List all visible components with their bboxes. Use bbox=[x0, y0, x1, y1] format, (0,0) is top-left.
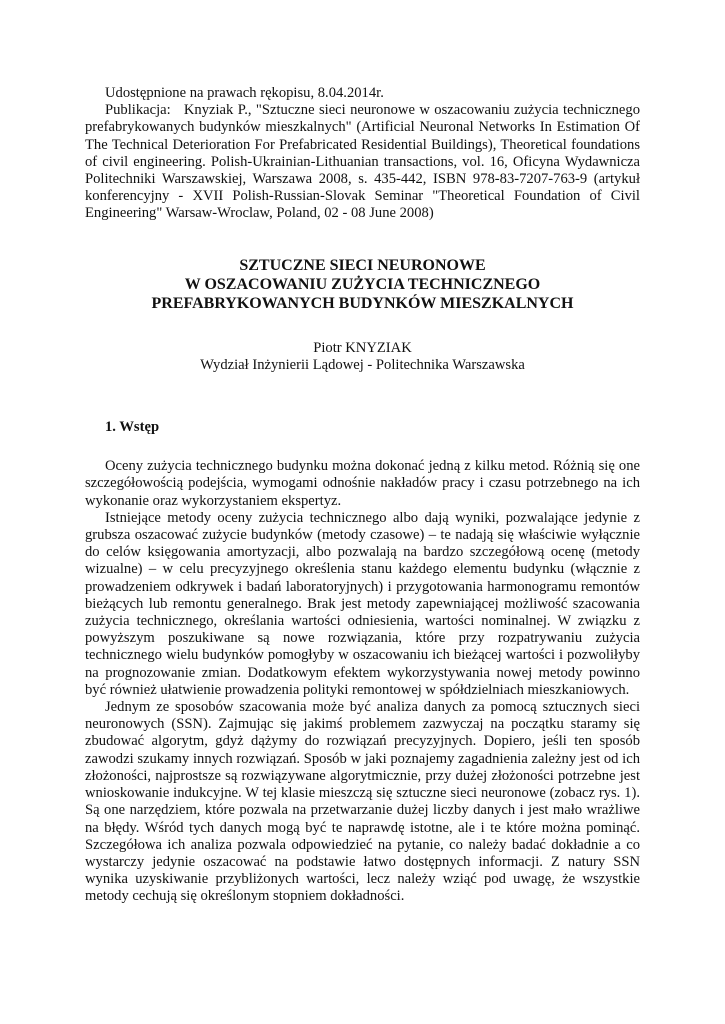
publication-label: Publikacja: bbox=[105, 102, 171, 119]
title-line-1: SZTUCZNE SIECI NEURONOWE bbox=[239, 256, 486, 274]
manuscript-note: Udostępnione na prawach rękopisu, 8.04.2014r. bbox=[105, 85, 384, 101]
paragraph: Jednym ze sposobów szacowania może być analiza danych za pomocą sztucznych sieci neuronowych (SSN). Zajmując się jakimś problemem zazwyczaj na początku staramy się zbudować algorytm, gdyż dążymy do rozwiązań precyzyjnych. Dopiero, jeśli ten sposób zawodzi szukamy innych rozwiązań. Sposób w jaki poznajemy zagadnienia zależny jest od ich złożoności, najprostsze są rozwiązywane algorytmicznie, przy dużej złożoności potrzebne jest wnioskowanie indukcyjne. W tej klasie mieszczą się sztuczne sieci neuronowe (zobacz rys. 1). Są one narzędziem, które pozwala na przetwarzanie dużej liczby danych i jest mało wrażliwe na błędy. Wśród tych danych mogą być te naprawdę istotne, ale i te które można pominąć. Szczegółowa ich analiza pozwala odpowiedzieć na pytanie, co należy badać dokładnie a co wystarczy jedynie oszacować na podstawie łatwo dostępnych informacji. Z natury SSN wynika uzyskiwanie przybliżonych wartości, lecz należy wziąć pod uwagę, że wszystkie metody cechują się określonym stopniem dokładności. bbox=[85, 699, 640, 905]
author-affiliation: Wydział Inżynierii Lądowej - Politechnika Warszawska bbox=[200, 356, 525, 373]
publication-text: Knyziak P., "Sztuczne sieci neuronowe w oszacowaniu zużycia technicznego prefabrykowanych budynków mieszkalnych" (Artificial Neuronal Networks In Estimation Of The Technical Deterioration For Prefabricated Residential Buildings), Theoretical foundations of civil engineering. Polish-Ukrainian-Lithuanian transactions, vol. 16, Oficyna Wydawnicza Politechniki Warszawskiej, Warszawa 2008, s. 435-442, ISBN 978-83-7207-763-9 (artykuł konferencyjny - XVII Polish-Russian-Slovak Seminar "Theoretical Foundation of Civil Engineering" Warsaw-Wroclaw, Poland, 02 - 08 June 2008) bbox=[85, 102, 640, 222]
author-name: Piotr KNYZIAK bbox=[313, 339, 412, 356]
section-heading: 1. Wstęp bbox=[105, 419, 160, 436]
document-page bbox=[85, 85, 640, 906]
title-line-2: W OSZACOWANIU ZUŻYCIA TECHNICZNEGO bbox=[184, 275, 541, 293]
publication-note bbox=[85, 102, 640, 222]
paragraph: Oceny zużycia technicznego budynku można dokonać jedną z kilku metod. Różnią się one szczegółowością podejścia, wymogami odnośnie nakładów pracy i czasu potrzebnego na ich wykonanie oraz wykorzystaniem ekspertyz. bbox=[85, 458, 640, 509]
title-line-3: PREFABRYKOWANYCH BUDYNKÓW MIESZKALNYCH bbox=[151, 294, 574, 312]
paragraph: Istniejące metody oceny zużycia technicznego albo dają wyniki, pozwalające jedynie z grubsza oszacować zużycie budynków (metody czasowe) – te nadają się właściwie wyłącznie do celów księgowania amortyzacji, albo pozwalają na bardzo szczegółową ocenę (metody wizualne) – w celu precyzyjnego określenia stanu każdego elementu budynku (włącznie z prowadzeniem odkrywek i badań laboratoryjnych) i przygotowania harmonogramu remontów bieżących lub remontu generalnego. Brak jest metody zapewniającej możliwość szacowania zużycia technicznego, określania wartości odniesienia, wartości nominalnej. W związku z powyższym poszukiwane są nowe rozwiązania, które przy rozpatrywaniu zużycia technicznego wielu budynków pomogłyby w oszacowaniu ich bieżącej wartości i pozwoliłyby na prognozowanie zmian. Dodatkowym efektem wykorzystywania nowej metody powinno być również ułatwienie prowadzenia polityki remontowej w spółdzielniach mieszkaniowych. bbox=[85, 509, 640, 698]
